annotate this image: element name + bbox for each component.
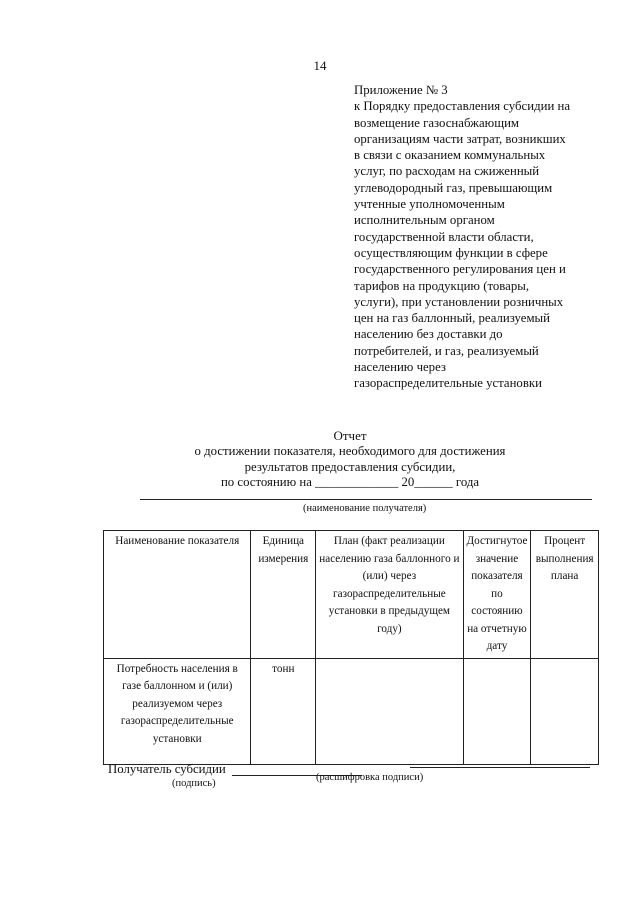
- appendix-line: учтенные уполномоченным: [354, 197, 505, 212]
- appendix-line: цен на газ баллонный, реализуемый: [354, 311, 551, 326]
- header-unit: Единица измерения: [251, 531, 316, 659]
- indicator-table: [103, 530, 599, 765]
- report-title: Отчет: [333, 428, 367, 443]
- signature-caption: (подпись): [172, 778, 216, 789]
- table-header-row: [104, 531, 599, 659]
- appendix-line: газораспределительные установки: [354, 376, 542, 391]
- appendix-block: [354, 82, 604, 392]
- appendix-line: Приложение № 3: [354, 83, 448, 97]
- appendix-line: населению без доставки до: [354, 327, 503, 342]
- appendix-line: тарифов на продукцию (товары,: [354, 278, 530, 293]
- appendix-line: организациям части затрат, возникших: [354, 131, 566, 146]
- subtitle-line: о достижении показателя, необходимого для достижения: [194, 444, 506, 458]
- appendix-line: углеводородный газ, превышающим: [354, 180, 553, 195]
- subtitle-line: результатов предоставления субсидии,: [244, 459, 456, 474]
- appendix-line: потребителей, и газ, реализуемый: [354, 343, 539, 358]
- recipient-underline: [140, 499, 592, 500]
- report-subtitle: [150, 444, 550, 491]
- cell-unit: тонн: [251, 658, 316, 764]
- header-indicator-name: Наименование показателя: [104, 531, 251, 659]
- signature-decode-underline: [410, 767, 590, 768]
- cell-plan: [316, 658, 463, 764]
- signature-decode-caption: (расшифровка подписи): [316, 772, 424, 783]
- appendix-line: в связи с оказанием коммунальных: [354, 148, 546, 163]
- appendix-line: исполнительным органом: [354, 213, 495, 228]
- appendix-line: возмещение газоснабжающим: [354, 115, 520, 130]
- recipient-caption: (наименование получателя): [303, 503, 427, 514]
- header-achieved: Достигнутое значение показателя по состоянию на отчетную дату: [463, 531, 531, 659]
- header-plan: План (факт реализации населению газа баллонного и (или) через газораспределительные установки в предыдущем году): [316, 531, 463, 659]
- cell-indicator-name: Потребность населения в газе баллонном и (или) реализуемом через газораспределительные установки: [104, 658, 251, 764]
- header-percent: Процент выполнения плана: [531, 531, 599, 659]
- cell-achieved: [463, 658, 531, 764]
- date-line: по состоянию на _____________ 20______ года: [220, 475, 480, 489]
- appendix-line: государственного регулирования цен и: [354, 262, 566, 277]
- page-number: 14: [313, 58, 327, 73]
- table-row: [104, 658, 599, 764]
- appendix-line: осуществляющим функции в сфере: [354, 245, 548, 260]
- cell-percent: [531, 658, 599, 764]
- appendix-line: услуг, по расходам на сжиженный: [354, 164, 540, 179]
- appendix-line: услуги), при установлении розничных: [354, 294, 564, 309]
- signature-label: Получатель субсидии: [108, 762, 226, 776]
- appendix-line: к Порядку предоставления субсидии на: [354, 99, 571, 114]
- appendix-line: населению через: [354, 360, 446, 375]
- appendix-line: государственной власти области,: [354, 229, 534, 244]
